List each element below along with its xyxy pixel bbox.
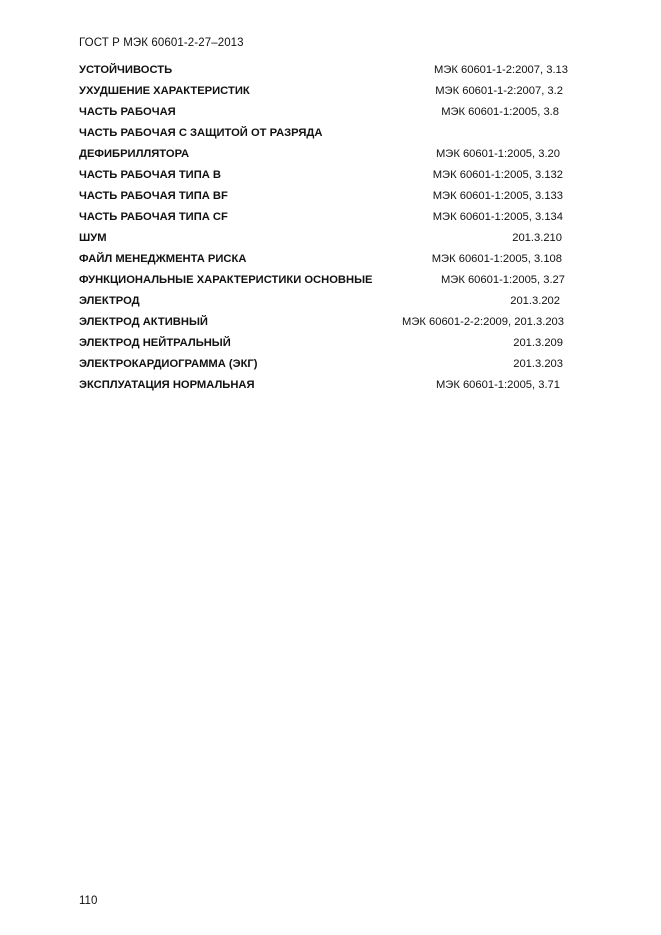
term-row	[79, 379, 565, 400]
term-row	[79, 127, 565, 148]
term-reference: МЭК 60601-1:2005, 3.8	[441, 106, 559, 118]
term-row	[79, 169, 565, 190]
term-name: УСТОЙЧИВОСТЬ	[79, 64, 173, 76]
document-header: ГОСТ Р МЭК 60601-2-27–2013	[79, 37, 244, 49]
term-row	[79, 106, 565, 127]
term-reference: МЭК 60601-1:2005, 3.71	[435, 379, 560, 391]
term-name: ЭЛЕКТРОД НЕЙТРАЛЬНЫЙ	[79, 337, 231, 349]
term-reference: МЭК 60601-1-2:2007, 3.13	[434, 64, 568, 76]
term-reference: 201.3.209	[513, 337, 563, 349]
term-row	[79, 274, 565, 295]
term-reference: МЭК 60601-1:2005, 3.108	[431, 253, 562, 265]
term-name: ЧАСТЬ РАБОЧАЯ	[79, 106, 176, 118]
term-row	[79, 85, 565, 106]
term-name: ЧАСТЬ РАБОЧАЯ ТИПА BF	[79, 190, 228, 202]
term-name: ЧАСТЬ РАБОЧАЯ ТИПА В	[79, 169, 222, 181]
term-name: ЧАСТЬ РАБОЧАЯ С ЗАЩИТОЙ ОТ РАЗРЯДА	[79, 127, 323, 139]
term-row	[79, 190, 565, 211]
term-name: ЭЛЕКТРОД	[79, 295, 140, 307]
term-name: ФАЙЛ МЕНЕДЖМЕНТА РИСКА	[79, 253, 247, 265]
term-row	[79, 211, 565, 232]
term-reference: МЭК 60601-1:2005, 3.133	[432, 190, 563, 202]
term-row	[79, 253, 565, 274]
term-name: ДЕФИБРИЛЛЯТОРА	[79, 148, 190, 160]
term-reference: МЭК 60601-1:2005, 3.132	[432, 169, 563, 181]
term-name: ЭЛЕКТРОКАРДИОГРАММА (ЭКГ)	[79, 358, 258, 370]
term-row	[79, 232, 565, 253]
page-number: 110	[79, 895, 98, 907]
term-name: ФУНКЦИОНАЛЬНЫЕ ХАРАКТЕРИСТИКИ ОСНОВНЫЕ	[79, 274, 373, 286]
term-row	[79, 316, 565, 337]
term-reference: 201.3.210	[512, 232, 562, 244]
term-name: ЭКСПЛУАТАЦИЯ НОРМАЛЬНАЯ	[79, 379, 255, 391]
term-name: ЭЛЕКТРОД АКТИВНЫЙ	[79, 316, 208, 328]
term-name: УХУДШЕНИЕ ХАРАКТЕРИСТИК	[79, 85, 250, 97]
term-reference: МЭК 60601-1:2005, 3.20	[435, 148, 560, 160]
term-name: ЧАСТЬ РАБОЧАЯ ТИПА CF	[79, 211, 228, 223]
term-reference: МЭК 60601-1:2005, 3.27	[440, 274, 565, 286]
term-reference: МЭК 60601-2-2:2009, 201.3.203	[402, 316, 564, 328]
term-name: ШУМ	[79, 232, 107, 244]
term-reference: МЭК 60601-1:2005, 3.134	[432, 211, 563, 223]
term-index-list	[79, 64, 568, 400]
term-reference: 201.3.203	[513, 358, 563, 370]
term-row	[79, 337, 565, 358]
term-reference: МЭК 60601-1-2:2007, 3.2	[435, 85, 563, 97]
term-row	[79, 295, 565, 316]
term-row	[79, 64, 568, 85]
term-reference: 201.3.202	[510, 295, 560, 307]
term-row	[79, 148, 565, 169]
term-row	[79, 358, 565, 379]
